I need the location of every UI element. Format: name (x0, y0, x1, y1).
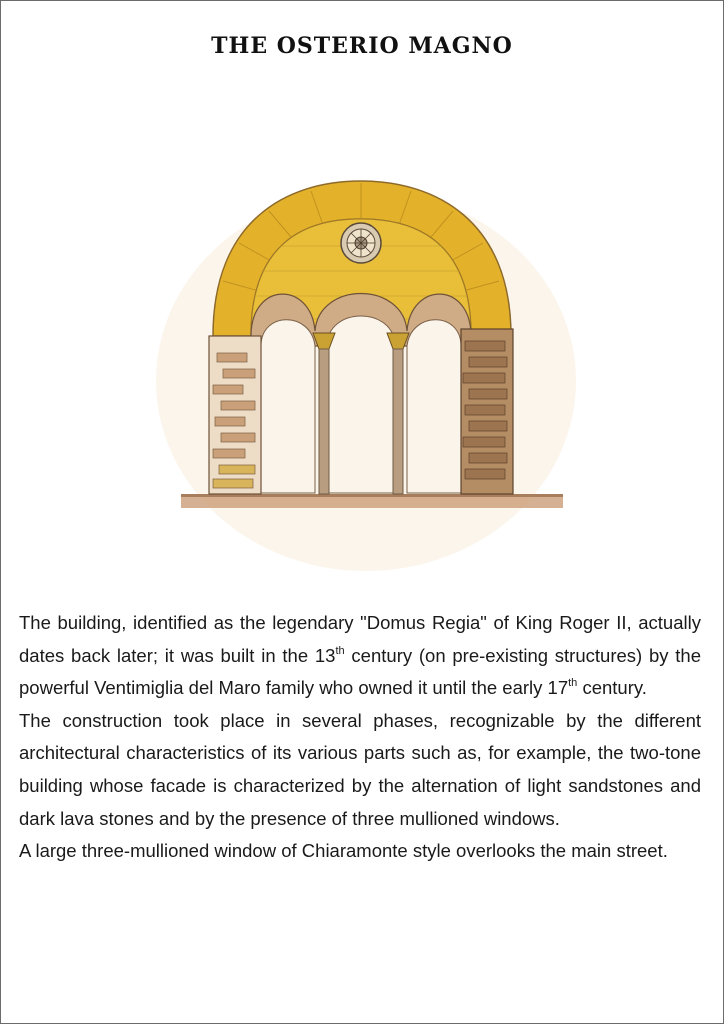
window-opening-left (261, 320, 315, 493)
paragraph-window: A large three-mullioned window of Chiaramonte style overlooks the main street. (19, 840, 668, 862)
window-opening-center (327, 316, 395, 493)
window-opening-right (407, 320, 461, 493)
page-title: THE OSTERIO MAGNO (211, 33, 513, 59)
paragraph-history: The building, identified as the legendary "Domus Regia" of King Roger II, actually dates back later; it was built in the 13th century (on pre-existing structures) by the powerful Ventimiglia del Maro family who owned it until the early 17th century. (19, 612, 701, 699)
paragraph-construction: The construction took place in several phases, recognizable by the different architectural characteristics of its various parts such as, for example, the two-tone building whose facade is characterized by the alternation of light sandstones and dark lava stones and by the presence of three mullioned windows. (19, 709, 701, 829)
stone-pier-left (209, 336, 261, 494)
stone-pier-right (461, 329, 513, 494)
mullioned-window-illustration (151, 131, 581, 571)
description-text (19, 607, 701, 868)
rosette-window (341, 223, 381, 263)
